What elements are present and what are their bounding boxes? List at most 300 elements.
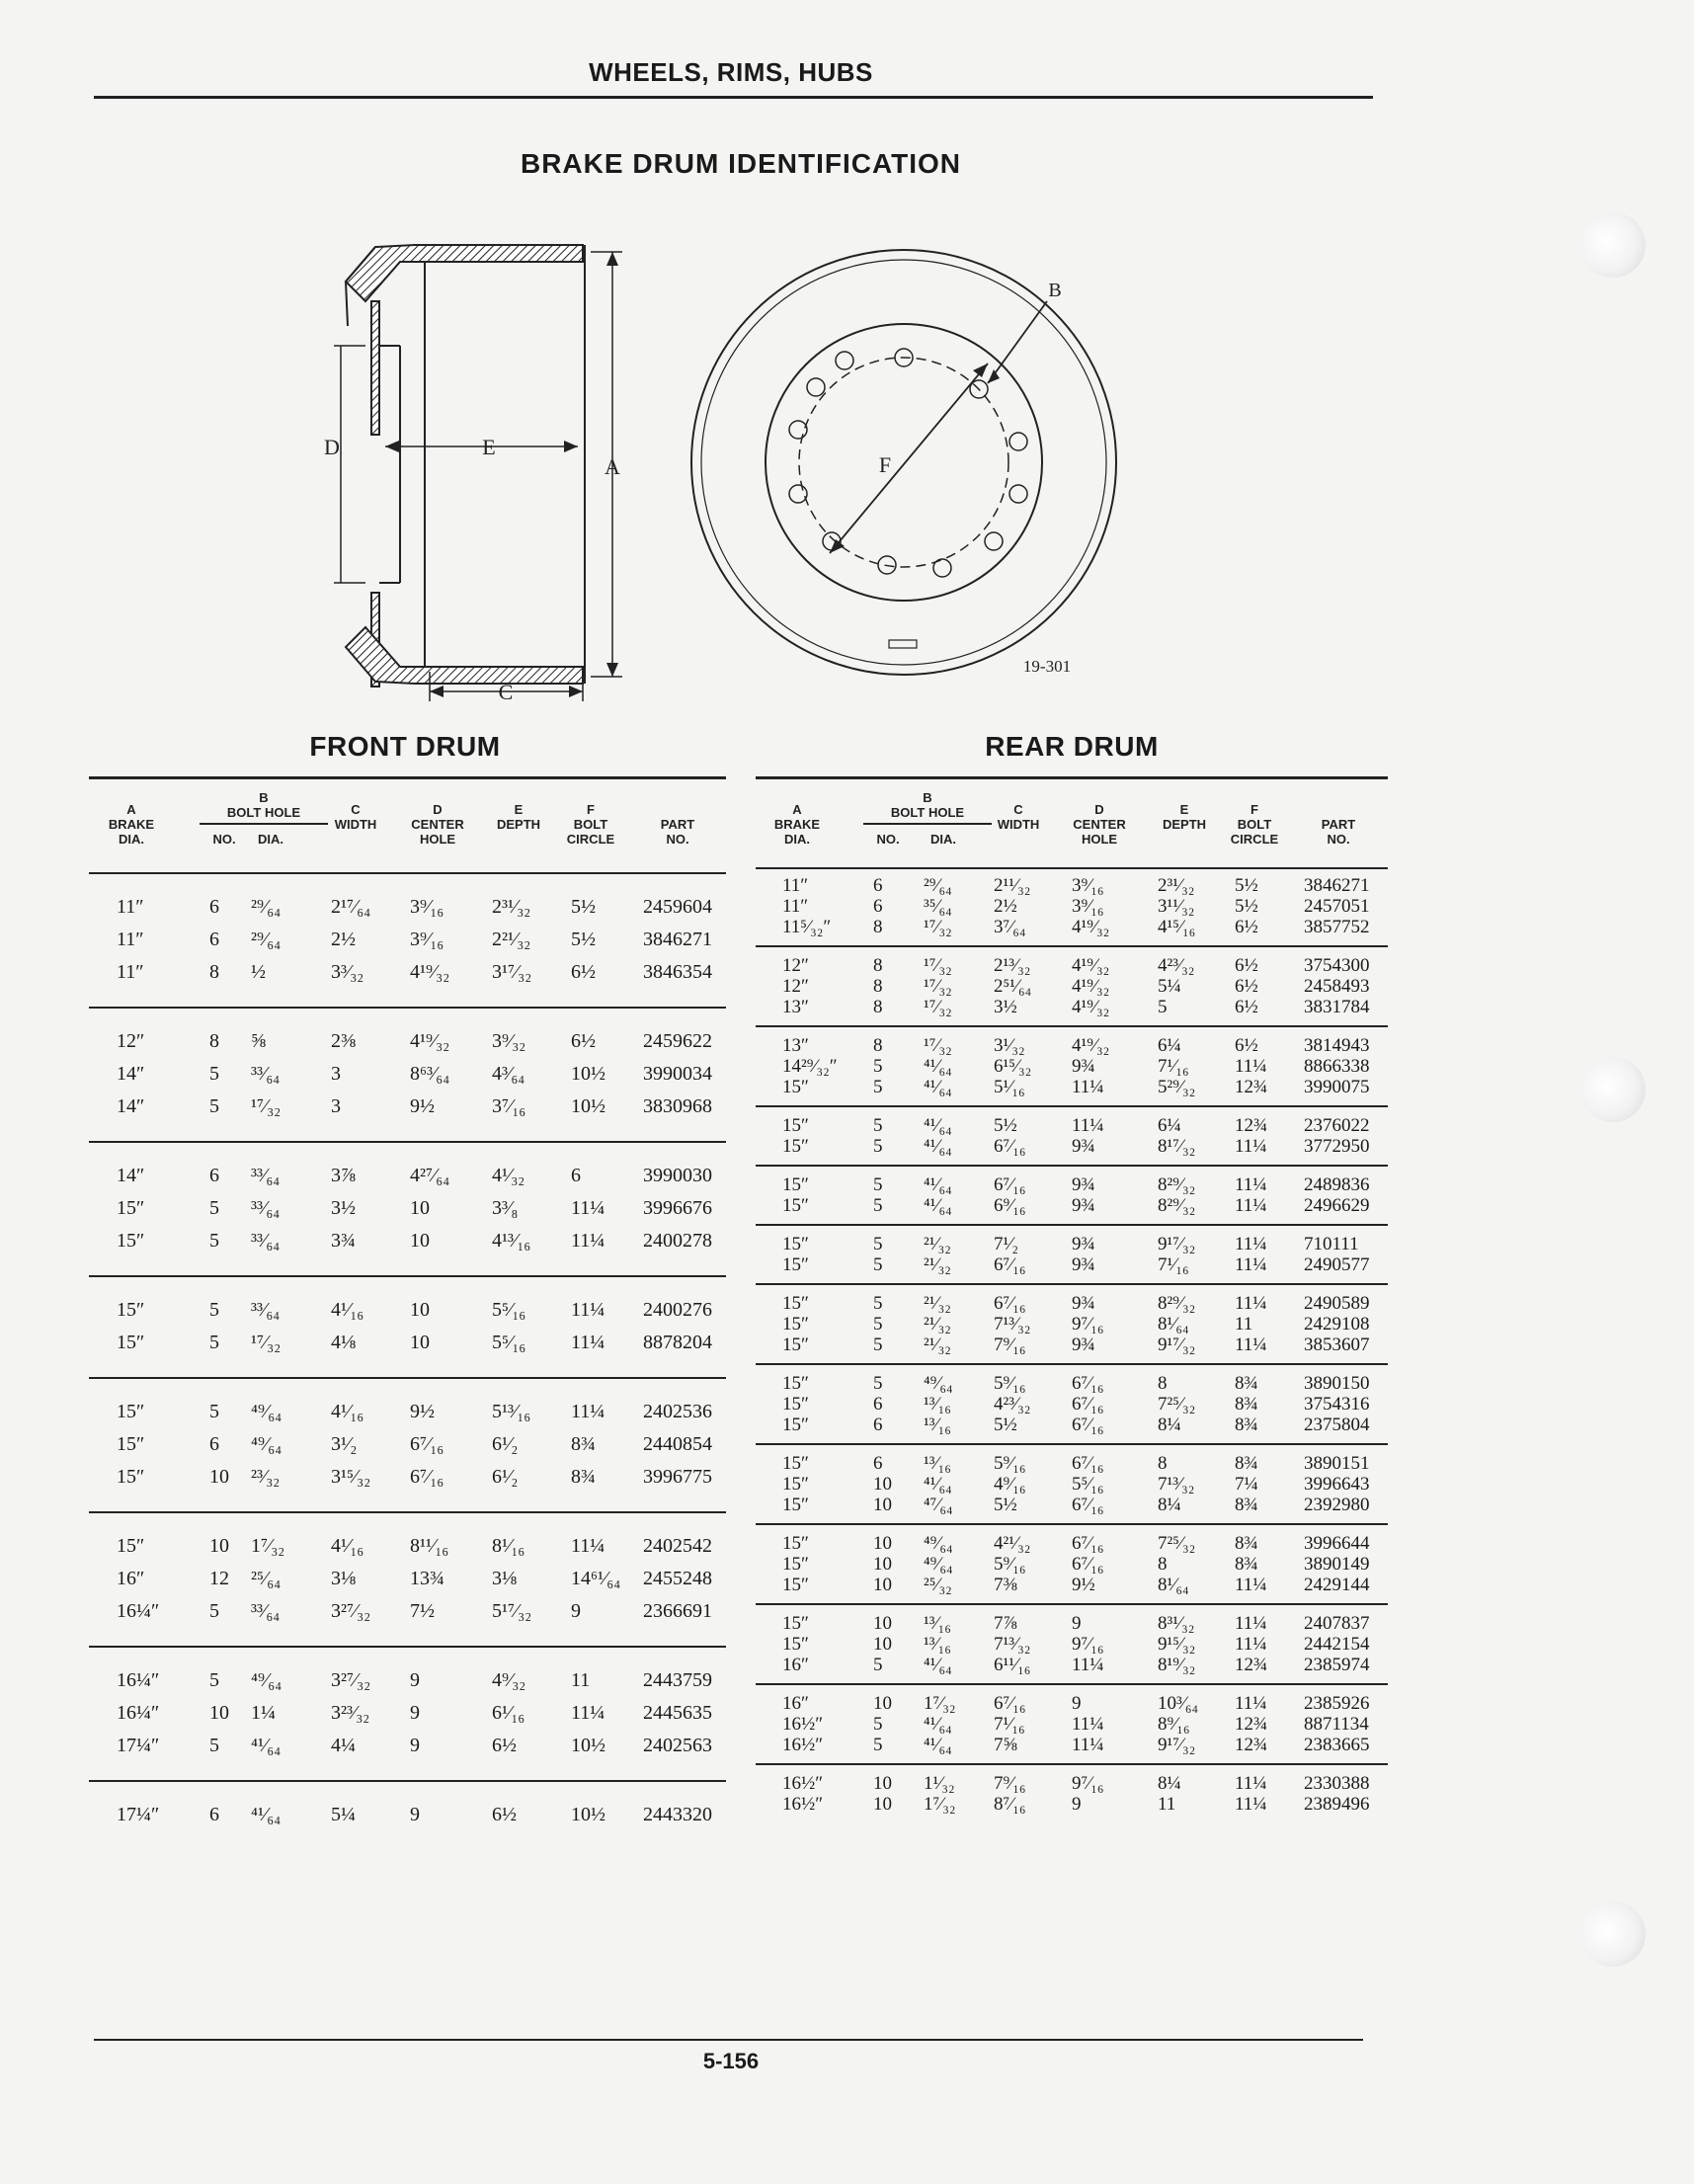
brake-dia-cell: 16½″ (782, 1714, 824, 1735)
page-number: 5-156 (702, 2049, 760, 2073)
bolt-no-cell: 8 (873, 997, 883, 1017)
depth-cell: 3⁹⁄₃₂ (492, 1030, 526, 1052)
center-hole-cell: 9¾ (1072, 1335, 1095, 1355)
part-no-cell: 3831784 (1304, 997, 1370, 1017)
header-bolt-circle-line: CIRCLE (1230, 832, 1279, 847)
brake-dia-cell: 15″ (117, 1433, 145, 1455)
bolt-no-cell: 5 (873, 1077, 883, 1097)
bolt-dia-cell: ⁴¹⁄₆₄ (924, 1077, 952, 1097)
depth-cell: 3¹⁷⁄₃₂ (492, 961, 532, 983)
brake-dia-cell: 11″ (782, 875, 809, 896)
bolt-circle-cell: 10½ (571, 1063, 605, 1085)
header-brake-dia-line: BRAKE (773, 817, 821, 832)
bolt-dia-cell: ⁴⁹⁄₆₄ (251, 1669, 282, 1691)
depth-cell: 8 (1158, 1453, 1168, 1474)
part-no-cell: 2459604 (643, 896, 712, 918)
bolt-no-cell: 5 (873, 1234, 883, 1254)
part-no-cell: 2457051 (1304, 896, 1370, 917)
header-center-hole (398, 802, 477, 847)
header-bolt-hole (204, 790, 323, 820)
width-cell: 2⅜ (331, 1030, 356, 1052)
center-hole-cell: 6⁷⁄₁₆ (410, 1466, 444, 1488)
bolt-no-cell: 6 (873, 1415, 883, 1435)
width-cell: 3½ (331, 1197, 356, 1219)
group-rule (756, 1025, 1388, 1027)
bolt-dia-cell: ³³⁄₆₄ (251, 1600, 281, 1622)
depth-cell: 9¹⁷⁄₃₂ (1158, 1335, 1196, 1355)
width-cell: 4¹⁄₁₆ (331, 1401, 364, 1422)
bolt-circle-cell: 11¼ (571, 1401, 605, 1422)
bolt-circle-cell: 11¼ (1235, 1293, 1267, 1314)
width-cell: 5½ (994, 1115, 1017, 1136)
depth-cell: 5⁵⁄₁₆ (492, 1332, 526, 1353)
brake-dia-cell: 15″ (782, 1554, 809, 1575)
brake-dia-cell: 11″ (117, 961, 144, 983)
header-bolt-no: NO. (876, 832, 900, 847)
brake-dia-cell: 15″ (117, 1230, 145, 1252)
width-cell: 2½ (331, 929, 356, 950)
depth-cell: 8¹⁷⁄₃₂ (1158, 1136, 1196, 1157)
bolt-no-cell: 5 (209, 1332, 219, 1353)
bolt-holes (789, 349, 1027, 577)
width-cell: 4⅛ (331, 1332, 356, 1353)
bolt-circle-cell: 6½ (1235, 976, 1258, 997)
rear-drum-title: REAR DRUM (985, 731, 1159, 762)
bolt-no-cell: 10 (873, 1575, 892, 1595)
part-no-cell: 2440854 (643, 1433, 712, 1455)
header-brake-dia-line: A (126, 802, 136, 817)
depth-cell: 7²⁵⁄₃₂ (1158, 1394, 1196, 1415)
depth-cell: 9¹⁷⁄₃₂ (1158, 1735, 1196, 1755)
brake-dia-cell: 15″ (782, 1634, 809, 1655)
header-bolt-hole (868, 790, 987, 820)
part-no-cell: 2402536 (643, 1401, 712, 1422)
header-width-line: C (351, 802, 361, 817)
brake-dia-cell: 16¼″ (117, 1702, 160, 1724)
depth-cell: 4¹⁄₃₂ (492, 1165, 525, 1186)
bolt-no-cell: 5 (873, 1293, 883, 1314)
width-cell: 4²³⁄₃₂ (994, 1394, 1031, 1415)
depth-cell: 3¹¹⁄₃₂ (1158, 896, 1195, 917)
header-bolt-circle-line: BOLT (573, 817, 608, 832)
header-width-line: C (1013, 802, 1023, 817)
brake-dia-cell: 15″ (782, 1077, 809, 1097)
bolt-no-cell: 5 (209, 1095, 219, 1117)
part-no-cell: 3754316 (1304, 1394, 1370, 1415)
bolt-dia-cell: ¹⁷⁄₃₂ (924, 976, 952, 997)
bolt-dia-cell: ⁴¹⁄₆₄ (924, 1136, 952, 1157)
bolt-dia-cell: ¹³⁄₁₆ (924, 1394, 951, 1415)
bolt-dia-cell: ¹⁷⁄₃₂ (924, 955, 952, 976)
depth-cell: 8¹⁄₆₄ (1158, 1575, 1189, 1595)
width-cell: 4¹⁄₁₆ (331, 1535, 364, 1557)
width-cell: 5½ (994, 1415, 1017, 1435)
bolt-circle-cell: 11¼ (571, 1535, 605, 1557)
width-cell: 8⁷⁄₁₆ (994, 1794, 1026, 1815)
footer-rule (94, 2039, 1363, 2041)
part-no-cell: 3853607 (1304, 1335, 1370, 1355)
part-no-cell: 3990030 (643, 1165, 712, 1186)
brake-drum-diagrams (296, 207, 1166, 721)
center-hole-cell: 7½ (410, 1600, 435, 1622)
bolt-circle-cell: 12¾ (1235, 1655, 1268, 1675)
center-hole-cell: 8⁶³⁄₆₄ (410, 1063, 450, 1085)
part-no-cell: 2455248 (643, 1568, 712, 1589)
center-hole-cell: 10 (410, 1197, 430, 1219)
bolt-circle-cell: 10½ (571, 1804, 605, 1825)
part-no-cell: 3996676 (643, 1197, 712, 1219)
front-drum-title: FRONT DRUM (309, 731, 501, 762)
bolt-dia-cell: ²¹⁄₃₂ (924, 1293, 951, 1314)
depth-cell: 7¹⁄₁₆ (1158, 1056, 1189, 1077)
bolt-no-cell: 5 (873, 1195, 883, 1216)
part-no-cell: 2385926 (1304, 1693, 1370, 1714)
width-cell: 6⁹⁄₁₆ (994, 1195, 1026, 1216)
width-cell: 7⁹⁄₁₆ (994, 1335, 1026, 1355)
center-hole-cell: 9¾ (1072, 1254, 1095, 1275)
bolt-dia-cell: ²¹⁄₃₂ (924, 1254, 951, 1275)
width-cell: 3²⁷⁄₃₂ (331, 1600, 371, 1622)
center-hole-cell: 8¹¹⁄₁₆ (410, 1535, 449, 1557)
brake-dia-cell: 15″ (782, 1394, 809, 1415)
center-hole-cell: 9⁷⁄₁₆ (1072, 1773, 1104, 1794)
bolt-no-cell: 6 (873, 896, 883, 917)
bolt-circle-cell: 6½ (1235, 997, 1258, 1017)
center-hole-cell: 9¾ (1072, 1293, 1095, 1314)
bolt-circle-cell: 11¼ (1235, 1056, 1267, 1077)
depth-cell: 4⁹⁄₃₂ (492, 1669, 526, 1691)
bolt-circle-cell: 10½ (571, 1735, 605, 1756)
width-cell: 5½ (994, 1495, 1017, 1515)
bolt-no-cell: 5 (873, 1373, 883, 1394)
dimension-label-f: F (878, 452, 892, 477)
width-cell: 6¹⁵⁄₃₂ (994, 1056, 1032, 1077)
brake-dia-cell: 14²⁹⁄₃₂″ (782, 1056, 838, 1077)
center-hole-cell: 4¹⁹⁄₃₂ (1072, 955, 1110, 976)
header-bolt-circle-line: F (1250, 802, 1258, 817)
bolt-circle-cell: 11¼ (1235, 1195, 1267, 1216)
part-no-cell: 3754300 (1304, 955, 1370, 976)
width-cell: 3²³⁄₃₂ (331, 1702, 370, 1724)
header-depth-line: E (1179, 802, 1189, 817)
bolt-no-cell: 8 (209, 1030, 219, 1052)
bolt-no-cell: 5 (873, 1174, 883, 1195)
width-cell: 6⁷⁄₁₆ (994, 1136, 1026, 1157)
depth-cell: 5¹³⁄₁₆ (492, 1401, 531, 1422)
header-part-no (633, 817, 722, 847)
header-rule (94, 96, 1373, 99)
brake-dia-cell: 15″ (782, 1335, 809, 1355)
part-no-cell: 2443759 (643, 1669, 712, 1691)
group-rule (756, 1443, 1388, 1445)
brake-dia-cell: 15″ (117, 1466, 145, 1488)
brake-dia-cell: 15″ (782, 1495, 809, 1515)
depth-cell: 2²¹⁄₃₂ (492, 929, 531, 950)
brake-dia-cell: 16½″ (782, 1773, 824, 1794)
bolt-circle-cell: 8¾ (1235, 1554, 1258, 1575)
part-no-cell: 3890149 (1304, 1554, 1370, 1575)
bolt-circle-cell: 12¾ (1235, 1714, 1268, 1735)
bolt-dia-cell: ⁴¹⁄₆₄ (924, 1474, 952, 1495)
depth-cell: 8¼ (1158, 1495, 1181, 1515)
bolt-no-cell: 8 (873, 1035, 883, 1056)
center-hole-cell: 10 (410, 1332, 430, 1353)
center-hole-cell: 4¹⁹⁄₃₂ (410, 961, 450, 983)
center-hole-cell: 3⁹⁄₁₆ (1072, 896, 1104, 917)
brake-dia-cell: 16½″ (782, 1794, 824, 1815)
brake-dia-cell: 12″ (782, 955, 809, 976)
bolt-dia-cell: ¹³⁄₁₆ (924, 1634, 951, 1655)
dimension-label-e: E (482, 435, 496, 459)
bolt-dia-cell: ³³⁄₆₄ (251, 1165, 281, 1186)
bolt-circle-cell: 11¼ (1235, 1234, 1267, 1254)
width-cell: 7¹³⁄₃₂ (994, 1314, 1031, 1335)
brake-dia-cell: 15″ (782, 1373, 809, 1394)
header-part-no-line: NO. (666, 832, 689, 847)
part-no-cell: 2375804 (1304, 1415, 1370, 1435)
center-hole-cell: 9 (410, 1702, 420, 1724)
bolt-no-cell: 6 (209, 1165, 219, 1186)
bolt-dia-cell: ²⁵⁄₃₂ (924, 1575, 952, 1595)
part-no-cell: 2490577 (1304, 1254, 1370, 1275)
bolt-circle-cell: 11 (1235, 1314, 1253, 1335)
bolt-no-cell: 6 (873, 1453, 883, 1474)
center-hole-cell: 9 (410, 1804, 420, 1825)
width-cell: 2¹¹⁄₃₂ (994, 875, 1031, 896)
header-width (321, 802, 390, 832)
brake-dia-cell: 15″ (782, 1575, 809, 1595)
part-no-cell: 2366691 (643, 1600, 712, 1622)
center-hole-cell: 11¼ (1072, 1655, 1104, 1675)
header-bolt-hole-line: BOLT HOLE (226, 805, 301, 820)
width-cell: 5⁹⁄₁₆ (994, 1453, 1026, 1474)
bolt-circle-cell: 11¼ (1235, 1335, 1267, 1355)
bolt-dia-cell: ⅝ (251, 1030, 266, 1052)
depth-cell: 8 (1158, 1554, 1168, 1575)
depth-cell: 2³¹⁄₃₂ (1158, 875, 1195, 896)
bolt-dia-cell: ⁴¹⁄₆₄ (924, 1174, 952, 1195)
brake-dia-cell: 15″ (782, 1293, 809, 1314)
center-hole-cell: 9½ (410, 1095, 435, 1117)
bolt-dia-cell: 1⁷⁄₃₂ (924, 1693, 956, 1714)
bolt-no-cell: 10 (873, 1693, 892, 1714)
width-cell: 3⅛ (331, 1568, 356, 1589)
depth-cell: 5⁵⁄₁₆ (492, 1299, 526, 1321)
brake-dia-cell: 15″ (117, 1197, 145, 1219)
bolt-no-cell: 5 (873, 1314, 883, 1335)
brake-dia-cell: 15″ (782, 1234, 809, 1254)
bolt-dia-cell: ¹⁷⁄₃₂ (251, 1332, 282, 1353)
diagram-arrowheads (385, 252, 618, 697)
depth-cell: 6¼ (1158, 1035, 1181, 1056)
width-cell: 3¹⁄₂ (331, 1433, 358, 1455)
group-rule (756, 1603, 1388, 1605)
header-center-hole-line: CENTER (411, 817, 464, 832)
bolt-no-cell: 10 (873, 1634, 892, 1655)
bolt-no-cell: 5 (209, 1063, 219, 1085)
bolt-dia-cell: ¹⁷⁄₃₂ (924, 997, 952, 1017)
bolt-circle-cell: 12¾ (1235, 1735, 1268, 1755)
header-center-hole (1060, 802, 1139, 847)
center-hole-cell: 3⁹⁄₁₆ (410, 929, 444, 950)
bolt-circle-cell: 5½ (1235, 875, 1258, 896)
bolt-no-cell: 8 (873, 976, 883, 997)
bolt-dia-cell: 1¹⁄₃₂ (924, 1773, 955, 1794)
width-cell: 3⁷⁄₆₄ (994, 917, 1026, 937)
header-bolt-dia: DIA. (930, 832, 956, 847)
bolt-no-cell: 6 (209, 929, 219, 950)
bolt-no-cell: 5 (209, 1669, 219, 1691)
center-hole-cell: 4¹⁹⁄₃₂ (1072, 976, 1110, 997)
brake-dia-cell: 15″ (782, 1254, 809, 1275)
width-cell: 6⁷⁄₁₆ (994, 1293, 1026, 1314)
table-top-rule (89, 776, 726, 779)
depth-cell: 5¼ (1158, 976, 1181, 997)
brake-dia-cell: 16″ (782, 1693, 809, 1714)
bolt-no-cell: 8 (873, 955, 883, 976)
part-no-cell: 3846354 (643, 961, 712, 983)
part-no-cell: 2496629 (1304, 1195, 1370, 1216)
part-no-cell: 2489836 (1304, 1174, 1370, 1195)
brake-dia-cell: 17¼″ (117, 1735, 160, 1756)
group-rule (756, 1523, 1388, 1525)
center-hole-cell: 4¹⁹⁄₃₂ (1072, 917, 1110, 937)
width-cell: 6⁷⁄₁₆ (994, 1693, 1026, 1714)
header-part-no (1294, 817, 1383, 847)
bolt-circle-cell: 10½ (571, 1095, 605, 1117)
brake-dia-cell: 16¼″ (117, 1600, 160, 1622)
bolt-circle-cell: 8¾ (571, 1433, 596, 1455)
header-bolt-circle (1220, 802, 1289, 847)
bolt-dia-cell: ⁴⁷⁄₆₄ (924, 1495, 953, 1515)
bolt-circle-cell: 11¼ (1235, 1794, 1267, 1815)
depth-cell: 9¹⁵⁄₃₂ (1158, 1634, 1196, 1655)
bolt-no-cell: 10 (209, 1535, 229, 1557)
part-no-cell: 3846271 (643, 929, 712, 950)
header-brake-dia-line: DIA. (119, 832, 144, 847)
depth-cell: 6½ (492, 1804, 517, 1825)
bolt-circle-cell: 6½ (1235, 917, 1258, 937)
bolt-no-cell: 6 (209, 1804, 219, 1825)
depth-cell: 4²³⁄₃₂ (1158, 955, 1195, 976)
center-hole-cell: 4¹⁹⁄₃₂ (1072, 997, 1110, 1017)
part-no-cell: 2458493 (1304, 976, 1370, 997)
width-cell: 3³⁄₃₂ (331, 961, 364, 983)
header-rule (89, 872, 726, 874)
width-cell: 3 (331, 1063, 341, 1085)
part-no-cell: 3890150 (1304, 1373, 1370, 1394)
brake-dia-cell: 15″ (782, 1613, 809, 1634)
center-hole-cell: 11¼ (1072, 1077, 1104, 1097)
bolt-no-cell: 10 (209, 1466, 229, 1488)
width-cell: 7¹⁄₁₆ (994, 1714, 1025, 1735)
bolt-dia-cell: ¹⁷⁄₃₂ (251, 1095, 282, 1117)
bolt-no-cell: 10 (873, 1773, 892, 1794)
header-center-hole-line: HOLE (419, 832, 456, 847)
center-hole-cell: 6⁷⁄₁₆ (1072, 1415, 1104, 1435)
bolt-circle-cell: 8¾ (1235, 1533, 1258, 1554)
header-brake-dia-line: A (792, 802, 802, 817)
center-hole-cell: 6⁷⁄₁₆ (1072, 1533, 1104, 1554)
center-hole-cell: 9 (410, 1735, 420, 1756)
bolt-circle-cell: 5½ (1235, 896, 1258, 917)
bolt-circle-cell: 5½ (571, 929, 596, 950)
dimension-label-c: C (498, 680, 514, 704)
bolt-dia-cell: ²⁵⁄₆₄ (251, 1568, 282, 1589)
group-rule (756, 1283, 1388, 1285)
part-no-cell: 710111 (1304, 1234, 1359, 1254)
bolt-dia-cell: ¹⁷⁄₃₂ (924, 917, 952, 937)
bolt-no-cell: 5 (873, 1335, 883, 1355)
header-depth (1150, 802, 1219, 832)
center-hole-cell: 9¾ (1072, 1174, 1095, 1195)
center-hole-cell: 11¼ (1072, 1735, 1104, 1755)
width-cell: 4¼ (331, 1735, 356, 1756)
group-rule (89, 1141, 726, 1143)
bolt-circle-cell: 11¼ (571, 1299, 605, 1321)
header-center-hole-line: D (1094, 802, 1104, 817)
depth-cell: 8¹⁄₁₆ (492, 1535, 525, 1557)
bolt-circle-cell: 9 (571, 1600, 581, 1622)
bolt-no-cell: 5 (873, 1735, 883, 1755)
header-brake-dia (97, 802, 166, 847)
center-hole-cell: 4²⁷⁄₆₄ (410, 1165, 450, 1186)
bolt-circle-cell: 11¼ (571, 1230, 605, 1252)
center-hole-cell: 6⁷⁄₁₆ (410, 1433, 444, 1455)
group-rule (756, 1683, 1388, 1685)
brake-drum-illustration (296, 207, 1166, 721)
bolt-circle-cell: 8¾ (571, 1466, 596, 1488)
width-cell: 6¹¹⁄₁₆ (994, 1655, 1031, 1675)
brake-dia-cell: 15″ (117, 1535, 145, 1557)
bolt-dia-cell: ²³⁄₃₂ (251, 1466, 281, 1488)
bolt-no-cell: 10 (873, 1794, 892, 1815)
bolt-circle-cell: 8¾ (1235, 1373, 1258, 1394)
center-hole-cell: 13¾ (410, 1568, 444, 1589)
center-hole-cell: 6⁷⁄₁₆ (1072, 1495, 1104, 1515)
bolt-dia-cell: ³⁵⁄₆₄ (924, 896, 952, 917)
group-rule (756, 1224, 1388, 1226)
brake-dia-cell: 14″ (117, 1165, 145, 1186)
bolt-circle-cell: 6 (571, 1165, 581, 1186)
brake-dia-cell: 15″ (782, 1474, 809, 1495)
header-depth-line: DEPTH (1162, 817, 1207, 832)
bolt-no-cell: 8 (209, 961, 219, 983)
part-no-cell: 2389496 (1304, 1794, 1370, 1815)
brake-dia-cell: 11″ (117, 896, 144, 918)
bolt-no-cell: 6 (873, 1394, 883, 1415)
binder-hole-bottom (1580, 1901, 1646, 1967)
width-cell: 7¹³⁄₃₂ (994, 1634, 1031, 1655)
part-no-cell: 2330388 (1304, 1773, 1370, 1794)
part-no-cell: 3814943 (1304, 1035, 1370, 1056)
group-rule (756, 1363, 1388, 1365)
depth-cell: 10³⁄₆₄ (1158, 1693, 1199, 1714)
brake-dia-cell: 15″ (782, 1415, 809, 1435)
bolt-no-cell: 12 (209, 1568, 229, 1589)
part-no-cell: 3857752 (1304, 917, 1370, 937)
header-width-line: WIDTH (997, 817, 1040, 832)
brake-dia-cell: 15″ (117, 1401, 145, 1422)
bolt-no-cell: 5 (209, 1299, 219, 1321)
width-cell: 7⅝ (994, 1735, 1017, 1755)
drum-side-view (334, 245, 622, 701)
bolt-dia-cell: ¹³⁄₁₆ (924, 1453, 951, 1474)
center-hole-cell: 11¼ (1072, 1115, 1104, 1136)
part-no-cell: 2443320 (643, 1804, 712, 1825)
width-cell: 5⁹⁄₁₆ (994, 1373, 1026, 1394)
brake-dia-cell: 15″ (782, 1174, 809, 1195)
